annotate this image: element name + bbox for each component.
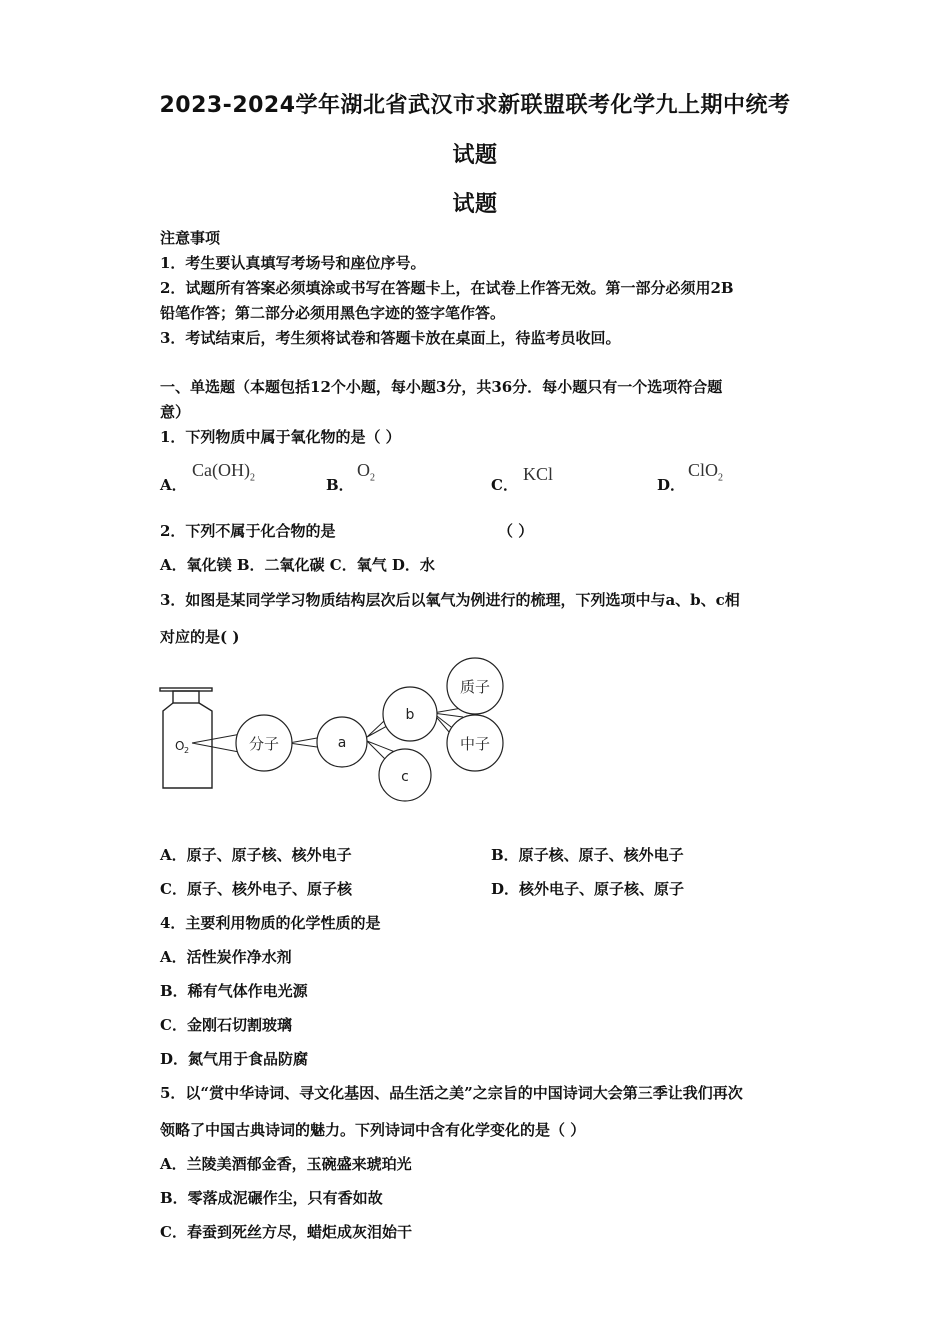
exam-title-line2: 试题	[452, 143, 498, 168]
q1-option-d-label: D．	[657, 476, 686, 494]
q4-option-c: C．金刚石切割玻璃	[160, 1016, 292, 1034]
q3-stem-a: 3．如图是某同学学习物质结构层次后以氧气为例进行的梳理，下列选项中与a、b、c相	[160, 591, 740, 609]
q1-option-d-formula: ClO$_2$	[688, 460, 724, 484]
structure-diagram	[155, 655, 515, 805]
notice-item-1: 1．考生要认真填写考场号和座位序号。	[160, 254, 426, 272]
molecule-label: 分子	[248, 735, 280, 753]
proton-label: 质子	[459, 678, 491, 696]
notice-item-2a: 2．试题所有答案必须填涂或书写在答题卡上，在试卷上作答无效。第一部分必须用2B	[160, 279, 734, 297]
q3-option-b: B．原子核、原子、核外电子	[491, 846, 684, 864]
q3-option-d: D．核外电子、原子核、原子	[491, 880, 685, 898]
notice-item-3: 3．考试结束后，考生须将试卷和答题卡放在桌面上，待监考员收回。	[160, 329, 621, 347]
q5-stem-b: 领略了中国古典诗词的魅力。下列诗词中含有化学变化的是（ ）	[160, 1121, 586, 1139]
q5-stem-a: 5．以“赏中华诗词、寻文化基因、品生活之美”之宗旨的中国诗词大会第三季让我们再次	[160, 1084, 743, 1102]
q5-option-b: B．零落成泥碾作尘，只有香如故	[160, 1189, 383, 1207]
q1-option-c-formula: KCl	[523, 464, 554, 484]
q3-option-c: C．原子、核外电子、原子核	[160, 880, 352, 898]
q2-paren: （ ）	[498, 522, 534, 540]
q2-options: A．氧化镁 B．二氧化碳 C．氧气 D．水	[160, 556, 435, 574]
q2-stem: 2．下列不属于化合物的是	[160, 522, 336, 540]
bottle-label-sub: 2	[184, 746, 190, 755]
q4-option-a: A．活性炭作净水剂	[160, 948, 292, 966]
section-heading-a: 一、单选题（本题包括12个小题，每小题3分，共36分．每小题只有一个选项符合题	[160, 378, 723, 396]
q4-option-d: D．氮气用于食品防腐	[160, 1050, 309, 1068]
q3-stem-b: 对应的是( )	[160, 628, 240, 646]
q3-option-a: A．原子、原子核、核外电子	[160, 846, 352, 864]
q5-option-c: C．春蚕到死丝方尽，蜡炬成灰泪始干	[160, 1223, 412, 1241]
q1-option-c-label: C．	[491, 476, 518, 494]
exam-title-line1: 2023-2024学年湖北省武汉市求新联盟联考化学九上期中统考	[159, 93, 791, 118]
q1-stem: 1．下列物质中属于氧化物的是（ ）	[160, 428, 401, 446]
q4-stem: 4．主要利用物质的化学性质的是	[160, 914, 381, 932]
q1-option-b-formula: $O_2$	[357, 460, 375, 484]
label-c: c	[401, 769, 409, 785]
q1-option-a-formula: $Ca(OH)_2$	[192, 460, 255, 484]
oxygen-bottle	[160, 688, 212, 788]
label-a: a	[337, 735, 347, 751]
bottle-label: O	[175, 739, 185, 753]
q4-option-b: B．稀有气体作电光源	[160, 982, 308, 1000]
exam-title-line3: 试题	[452, 192, 498, 217]
q1-option-a-label: A．	[160, 476, 187, 494]
section-heading-b: 意）	[160, 403, 191, 421]
neutron-label: 中子	[459, 735, 491, 753]
label-b: b	[405, 707, 415, 723]
notice-heading: 注意事项	[160, 229, 221, 247]
q5-option-a: A．兰陵美酒郁金香，玉碗盛来琥珀光	[160, 1155, 412, 1173]
notice-item-2b: 铅笔作答；第二部分必须用黑色字迹的签字笔作答。	[160, 304, 506, 322]
q1-option-b-label: B．	[326, 476, 354, 494]
